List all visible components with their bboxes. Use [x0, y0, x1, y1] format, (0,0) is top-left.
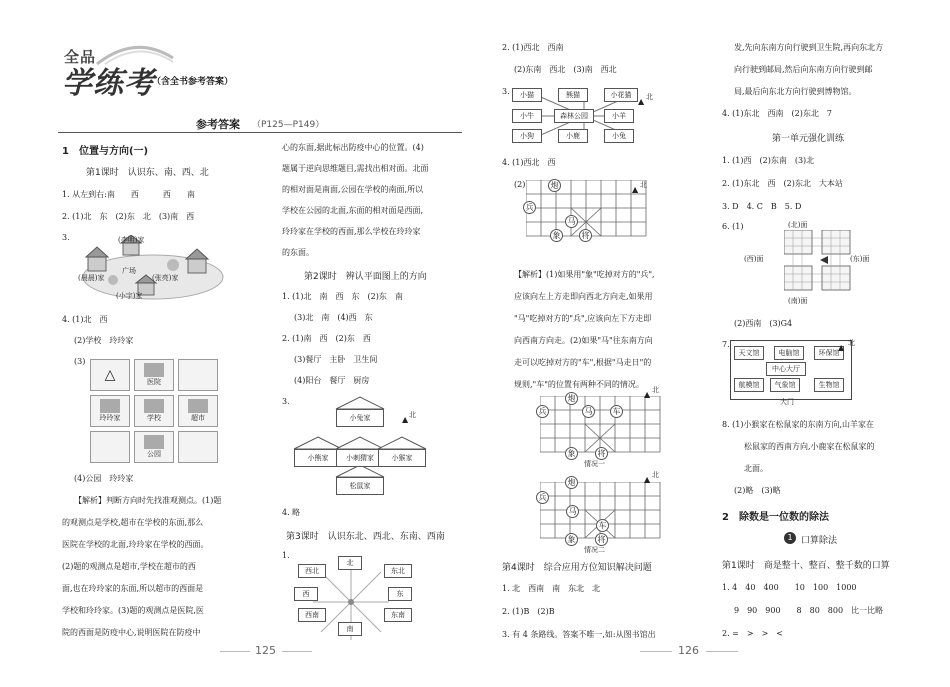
- grid-south-label: (南)面: [788, 297, 808, 305]
- answer-line: 8. (1)小猴家在松鼠家的东南方向,山羊家在: [722, 420, 875, 429]
- label-xiaoyu: (小宇)家: [116, 292, 143, 300]
- answer-line: (2)东南 西北 (3)南 西北: [514, 65, 617, 74]
- chess-piece-xiang: 象: [565, 447, 578, 460]
- label-chenchen: (晨晨)家: [78, 274, 105, 282]
- analysis-line: "马"吃掉对方的"兵",应该向左下方走即: [514, 314, 652, 323]
- north-arrow-icon: ▲: [644, 390, 651, 399]
- logo-note: （含全书参考答案）: [152, 77, 234, 87]
- analysis-line: (2)题的观测点是超市,学校在超市的西: [62, 562, 196, 571]
- text-line: 向行驶到邮局,然后向东南方向行驶到邮: [734, 65, 873, 74]
- answer-line: 2. = > > <: [722, 629, 783, 638]
- answer-line: 2. (1)北 东 (2)东 北 (3)南 西: [62, 212, 195, 221]
- chess-piece-pao: 炮: [548, 179, 561, 192]
- house-squirrel: 松鼠家: [336, 477, 384, 495]
- answer-line: (2)学校 玲玲家: [74, 336, 134, 345]
- grid-cell: [90, 431, 130, 463]
- label-square: 广场: [122, 267, 136, 275]
- analysis-line: 应该向左上方走即向西北方向走,如果用: [514, 292, 653, 301]
- page-rule: [640, 651, 672, 652]
- answer-line: 3.: [502, 87, 510, 96]
- lesson-2-title: 第2课时 辨认平面图上的方向: [304, 272, 427, 282]
- chess-piece-ma: 马: [566, 505, 579, 518]
- zoo-dog: 小狗: [512, 129, 542, 143]
- house-rabbit: 小兔家: [336, 409, 384, 427]
- hall-astronomy: 天文馆: [734, 346, 764, 360]
- gate-label: 大门: [780, 398, 794, 406]
- grid-cell: [178, 431, 218, 463]
- north-label: 北: [652, 386, 659, 394]
- page-number-right: 126: [678, 644, 699, 657]
- analysis-line: 院的西面是防疫中心,说明医院在防疫中: [62, 628, 201, 637]
- case-1-caption: 情况一: [584, 460, 605, 468]
- analysis-line: 面,也在玲玲家的东面,所以超市的西面是: [62, 584, 204, 593]
- chess-piece-jiang: 将: [579, 229, 592, 242]
- text-line: 学校在公园的北面,东面的相对面是西面,: [282, 206, 424, 215]
- hall-model: 航模馆: [734, 378, 764, 392]
- logo-top-text: 全品: [64, 48, 97, 66]
- analysis-line: 【解析】(1)如果用"象"吃掉对方的"兵",: [514, 270, 655, 279]
- page-number-left: 125: [255, 644, 276, 657]
- dir-northwest: 西北: [298, 564, 326, 578]
- answer-line: (3)餐厅 主卧 卫生间: [294, 355, 378, 364]
- seat-grid: [784, 230, 854, 296]
- hall-central: 中心大厅: [766, 362, 806, 376]
- chess-piece-bing: 兵: [536, 405, 549, 418]
- answer-line: 9 90 900 8 80 800 比一比略: [734, 606, 884, 615]
- answer-line: 4. (1)北 西: [62, 315, 108, 324]
- answer-line: (2)西南 (3)G4: [734, 319, 793, 328]
- text-line: 局,最后向东北方向行驶到博物馆。: [734, 87, 857, 96]
- lesson-3-title: 第3课时 认识东北、西北、东南、西南: [286, 532, 445, 542]
- answers-range: （P125—P149）: [252, 120, 325, 130]
- page-rule: [220, 651, 250, 652]
- answers-title: 参考答案: [196, 118, 240, 131]
- text-line: 题属于逆向思维题目,需找出相对面。北面: [282, 164, 429, 173]
- answer-line: 北面。: [744, 464, 768, 473]
- answer-line: (2)略 (3)略: [734, 486, 781, 495]
- answer-line: 2. (1)B (2)B: [502, 607, 555, 616]
- case-2-caption: 情况二: [584, 546, 605, 554]
- chess-piece-pao: 炮: [565, 476, 578, 489]
- answer-line: (4)阳台 餐厅 厨房: [294, 376, 370, 385]
- dir-southwest: 西南: [298, 608, 326, 622]
- section-title-2: 2 除数是一位数的除法: [722, 512, 829, 523]
- chess-piece-xiang: 象: [550, 229, 563, 242]
- answer-line: 2. (1)东北 西 (2)东北 大本站: [722, 179, 843, 188]
- answer-line: (2): [514, 180, 526, 189]
- house-monkey: 小猴家: [378, 449, 426, 467]
- chess-piece-ma: 马: [582, 405, 595, 418]
- answer-line: (3): [74, 357, 86, 366]
- grid-cell: [178, 359, 218, 391]
- answer-line: 1. (1)西 (2)东南 (3)北: [722, 156, 815, 165]
- answer-line: 1. 4 40 400 10 100 1000: [722, 583, 857, 592]
- zoo-rabbit: 小兔: [604, 129, 634, 143]
- answer-line: (3)北 南 (4)西 东: [294, 313, 373, 322]
- chess-piece-bing: 兵: [523, 201, 536, 214]
- answer-line: 7.: [722, 340, 730, 349]
- analysis-line: 走可以吃掉对方的"车",根据"马走日"的: [514, 358, 652, 367]
- answer-line: 1. 从左到右:南 西 西 南: [62, 190, 195, 199]
- analysis-line: 的观测点是学校,超市在学校的东面,那么: [62, 518, 204, 527]
- north-label: 北: [848, 339, 855, 347]
- text-line: 心的东面,据此标出防疫中心的位置。(4): [282, 143, 424, 152]
- dir-northeast: 东北: [384, 564, 412, 578]
- answer-line: 4. (1)西北 西: [502, 158, 556, 167]
- north-arrow-icon: ▲: [838, 343, 845, 352]
- north-label: 北: [409, 411, 416, 419]
- chess-piece-ju: 车: [610, 405, 623, 418]
- lesson-1-title: 第1课时 认识东、南、西、北: [86, 168, 209, 178]
- chess-piece-bing: 兵: [536, 491, 549, 504]
- subsection-title: 口算除法: [801, 536, 838, 546]
- hall-biology: 生物馆: [814, 378, 844, 392]
- answer-line: 1. (1)北 南 西 东 (2)东 南: [282, 292, 403, 301]
- north-arrow-icon: ▲: [402, 415, 409, 424]
- north-label: 北: [652, 471, 659, 479]
- analysis-line: 学校和玲玲家。(3)题的观测点是医院,医: [62, 606, 204, 615]
- answer-line: 6. (1): [722, 222, 744, 231]
- grid-north-label: (北)面: [788, 221, 808, 229]
- answer-line: 2. (1)西北 西南: [502, 43, 564, 52]
- analysis-line: 【解析】判断方向时先找准观测点。(1)题: [74, 496, 222, 505]
- subsection-number-badge: 1: [784, 532, 796, 544]
- chess-piece-pao: 炮: [565, 392, 578, 405]
- zoo-deer: 小鹿: [558, 129, 588, 143]
- answer-line: 1. 北 西南 南 东北 北: [502, 584, 601, 593]
- zoo-cow: 小牛: [512, 109, 542, 123]
- hall-weather: 气象馆: [770, 378, 800, 392]
- text-line: 发,先向东南方向行驶到卫生院,再向东北方: [734, 43, 884, 52]
- dir-west: 西: [294, 587, 318, 601]
- house-bear: 小熊家: [294, 449, 342, 467]
- grid-cell: 玲玲家: [90, 395, 130, 427]
- answer-line: 2. (1)南 西 (2)东 西: [282, 334, 371, 343]
- grid-cell: 医院: [134, 359, 174, 391]
- north-arrow-icon: ▲: [644, 475, 651, 484]
- dir-east: 东: [388, 587, 412, 601]
- chess-board-case-1: [540, 396, 662, 454]
- chess-piece-jiang: 将: [595, 533, 608, 546]
- zoo-sheep: 小羊: [604, 109, 634, 123]
- chess-piece-ma: 马: [565, 215, 578, 228]
- grid-east-label: (东)面: [850, 255, 870, 263]
- answer-line: 1.: [282, 551, 290, 560]
- grid-cell: △: [90, 359, 130, 391]
- zoo-forest-park: 森林公园: [554, 109, 594, 123]
- dir-southeast: 东南: [384, 608, 412, 622]
- grid-west-label: (西)面: [744, 255, 764, 263]
- analysis-line: 向西南方向走。(2)如果"马"往东南方向: [514, 336, 653, 345]
- header-rule: [58, 132, 462, 133]
- label-zhangliang: (张亮)家: [152, 274, 179, 282]
- north-label: 北: [640, 181, 647, 189]
- dir-north: 北: [338, 556, 362, 570]
- text-line: 的东面。: [282, 248, 314, 257]
- section-title-1: 1 位置与方向(一): [62, 146, 149, 157]
- label-liming: (李明)家: [118, 236, 145, 244]
- grid-cell: 超市: [178, 395, 218, 427]
- text-line: 的相对面是南面,公园在学校的南面,所以: [282, 185, 424, 194]
- lesson-division-title: 第1课时 商是整十、整百、整千数的口算: [722, 561, 890, 571]
- answer-line: 松鼠家的西南方向,小鹿家在松鼠家的: [744, 442, 875, 451]
- analysis-line: 医院在学校的北面,玲玲家在学校的西面。: [62, 540, 209, 549]
- grid-cell: 学校: [134, 395, 174, 427]
- logo-main-text: 学练考: [62, 66, 155, 101]
- north-arrow-icon: ▲: [632, 185, 639, 194]
- zoo-cat: 小猫: [512, 88, 542, 102]
- north-label: 北: [646, 93, 653, 101]
- north-arrow-icon: ▲: [638, 97, 645, 106]
- house-hedgehog: 小刺猬家: [336, 449, 384, 467]
- hall-computer: 电脑馆: [774, 346, 804, 360]
- unit-review-title: 第一单元强化训练: [772, 134, 845, 144]
- answer-line: 3. 有 4 条路线。答案不唯一,如:从图书馆出: [502, 630, 656, 639]
- answer-line: 4. (1)东北 西南 (2)东北 7: [722, 109, 832, 118]
- page-rule: [706, 651, 738, 652]
- village-illustration: [78, 235, 228, 305]
- page-rule: [282, 651, 312, 652]
- text-line: 玲玲家在学校的西面,那么学校在玲玲家: [282, 227, 421, 236]
- answer-line: 4. 略: [282, 508, 301, 517]
- lesson-4-title: 第4课时 综合应用方位知识解决问题: [502, 563, 652, 573]
- dir-south: 南: [338, 622, 362, 636]
- zoo-panda: 熊猫: [558, 88, 588, 102]
- chess-piece-xiang: 象: [565, 533, 578, 546]
- chess-piece-ju: 车: [596, 519, 609, 532]
- grid-cell: 公园: [134, 431, 174, 463]
- answer-line: (4)公园 玲玲家: [74, 474, 134, 483]
- answer-line: 3. D 4. C B 5. D: [722, 202, 802, 211]
- answer-line: 3.: [282, 397, 290, 406]
- zoo-flower-cat: 小花猫: [604, 88, 638, 102]
- analysis-line: 规则,"车"的位置有两种不同的情况。: [514, 380, 644, 389]
- chess-piece-jiang: 将: [595, 447, 608, 460]
- hall-environment: 环保馆: [814, 346, 844, 360]
- answer-line: 3.: [62, 233, 70, 242]
